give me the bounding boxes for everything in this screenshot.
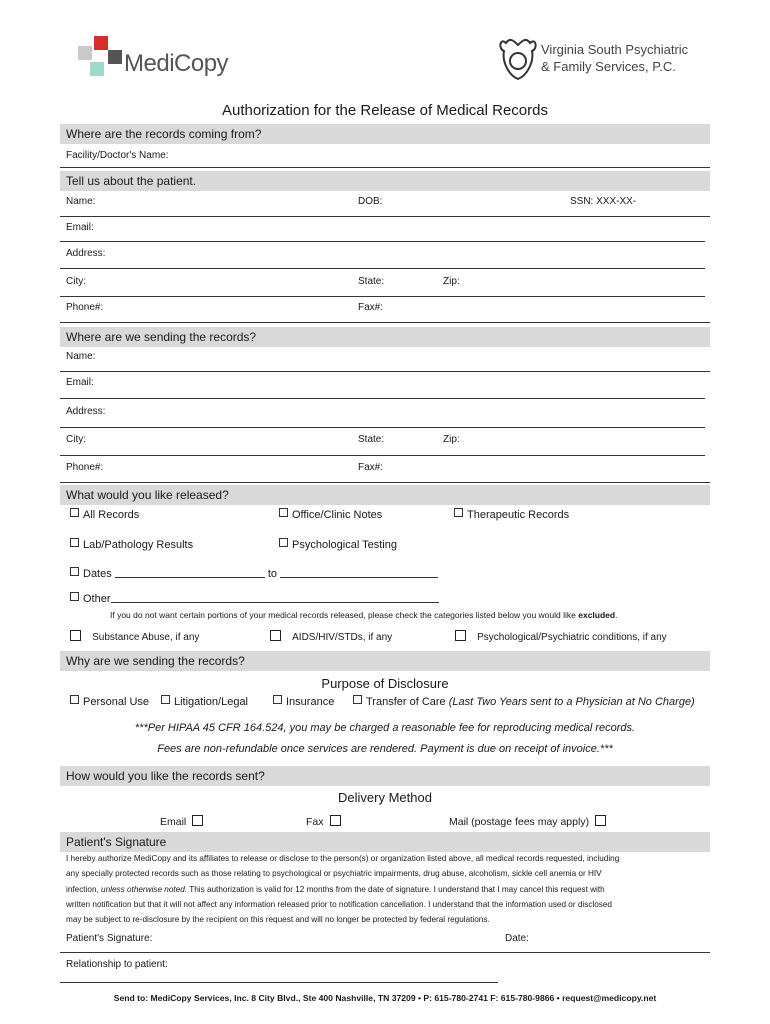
purpose-insurance[interactable]: Insurance (273, 695, 334, 708)
patient-address-label: Address: (66, 248, 106, 259)
recipient-name-field[interactable] (60, 371, 710, 372)
patient-name-label: Name: (66, 196, 96, 207)
footer-contact: Send to: MediCopy Services, Inc. 8 City Blvd., Ste 400 Nashville, TN 37209 • P: 615-780-2741 F: 615-780-9866 • request@medicopy.net (113, 993, 657, 1003)
delivery-fax[interactable]: Fax (306, 815, 341, 828)
date-label: Date: (505, 933, 529, 944)
checkbox-icon (455, 630, 466, 641)
authorization-text-line5: may be subject to re-disclosure by the recipient on this request and will no longer be protected by federal regulations. (66, 915, 490, 924)
facility-field[interactable] (60, 167, 710, 168)
recipient-email-label: Email: (66, 377, 94, 388)
patient-zip-label: Zip: (443, 276, 460, 287)
purpose-litigation[interactable]: Litigation/Legal (161, 695, 248, 708)
section-delivery: How would you like the records sent? (60, 766, 710, 786)
option-all-records[interactable]: All Records (70, 508, 139, 521)
authorization-text-line3: infection, unless otherwise noted. This authorization is valid for 12 months from the date of signature. I understand that I may cancel this request with (66, 885, 605, 894)
recipient-address-field[interactable] (60, 427, 705, 428)
checkbox-icon (273, 695, 282, 704)
purpose-transfer[interactable]: Transfer of Care (Last Two Years sent to a Physician at No Charge) (353, 695, 695, 708)
patient-email-label: Email: (66, 222, 94, 233)
authorization-text-line2: any specially protected records such as those relating to psychological or psychiatric impairments, drug abuse, alcoholism, sickle cell anemia or HIV (66, 869, 602, 878)
form-title: Authorization for the Release of Medical Records (221, 102, 548, 119)
recipient-name-label: Name: (66, 351, 96, 362)
recipient-city-field[interactable] (60, 455, 705, 456)
patient-state-label: State: (358, 276, 385, 287)
partner-name-line2: & Family Services, P.C. (541, 59, 676, 74)
fee-notice-line1: ***Per HIPAA 45 CFR 164.524, you may be charged a reasonable fee for reproducing medical records. (134, 722, 636, 734)
recipient-phone-label: Phone#: (66, 462, 104, 473)
authorization-text-line4: written notification but that it will not affect any information released prior to notification cancellation. I understand that the information used or disclosed (66, 900, 612, 909)
checkbox-icon (279, 508, 288, 517)
checkbox-icon (279, 538, 288, 547)
section-purpose: Why are we sending the records? (60, 651, 710, 671)
option-psych-testing[interactable]: Psychological Testing (279, 538, 397, 551)
checkbox-icon (454, 508, 463, 517)
section-patient: Tell us about the patient. (60, 171, 710, 191)
relationship-label: Relationship to patient: (66, 959, 168, 970)
option-other[interactable]: Other (70, 592, 439, 605)
partner-name-line1: Virginia South Psychiatric (541, 42, 689, 57)
fee-notice-line2: Fees are non-refundable once services are rendered. Payment is due on receipt of invoice.*** (157, 743, 613, 755)
delivery-subtitle: Delivery Method (338, 790, 432, 805)
section-release: What would you like released? (60, 485, 710, 505)
recipient-phone-field[interactable] (60, 482, 710, 483)
partner-logo (498, 35, 538, 83)
patient-city-label: City: (66, 276, 86, 287)
option-therapeutic[interactable]: Therapeutic Records (454, 508, 569, 521)
patient-ssn-label: SSN: XXX-XX- (570, 196, 637, 207)
checkbox-icon (330, 815, 341, 826)
patient-phone-field[interactable] (60, 322, 710, 323)
delivery-email[interactable]: Email (160, 815, 203, 828)
option-lab-results[interactable]: Lab/Pathology Results (70, 538, 193, 551)
facility-label: Facility/Doctor's Name: (66, 150, 169, 161)
exclude-psych-conditions[interactable]: Psychological/Psychiatric conditions, if any (455, 630, 667, 643)
patient-phone-label: Phone#: (66, 302, 104, 313)
recipient-email-field[interactable] (60, 398, 705, 399)
checkbox-icon (70, 508, 79, 517)
medicopy-logo (78, 36, 126, 84)
patient-city-field[interactable] (60, 296, 705, 297)
checkbox-icon (70, 538, 79, 547)
recipient-zip-label: Zip: (443, 434, 460, 445)
checkbox-icon (70, 695, 79, 704)
checkbox-icon (70, 592, 79, 601)
recipient-state-label: State: (358, 434, 385, 445)
checkbox-icon (595, 815, 606, 826)
checkbox-icon (70, 630, 81, 641)
patient-dob-label: DOB: (358, 196, 383, 207)
signature-label: Patient's Signature: (66, 933, 153, 944)
checkbox-icon (270, 630, 281, 641)
option-dates[interactable]: Dates to (70, 567, 438, 580)
section-signature: Patient's Signature (60, 832, 710, 852)
patient-fax-label: Fax#: (358, 302, 384, 313)
exclude-substance[interactable]: Substance Abuse, if any (70, 630, 199, 643)
brand-name: MediCopy (124, 50, 229, 77)
checkbox-icon (161, 695, 170, 704)
section-recipient: Where are we sending the records? (60, 327, 710, 347)
recipient-city-label: City: (66, 434, 86, 445)
patient-name-field[interactable] (60, 216, 710, 217)
exclude-note: If you do not want certain portions of your medical records released, please check the categories listed below you would like excluded. (110, 610, 618, 620)
purpose-subtitle: Purpose of Disclosure (321, 676, 449, 691)
authorization-text-line1: I hereby authorize MediCopy and its affiliates to release or disclose to the person(s) or organization listed above, all medical records requested, including (66, 854, 620, 863)
recipient-address-label: Address: (66, 406, 106, 417)
checkbox-icon (70, 567, 79, 576)
delivery-mail[interactable]: Mail (postage fees may apply) (449, 815, 606, 828)
exclude-aids[interactable]: AIDS/HIV/STDs, if any (270, 630, 392, 643)
checkbox-icon (192, 815, 203, 826)
purpose-personal[interactable]: Personal Use (70, 695, 149, 708)
relationship-field[interactable] (60, 982, 498, 983)
signature-field[interactable] (60, 952, 710, 953)
section-records-from: Where are the records coming from? (60, 124, 710, 144)
checkbox-icon (353, 695, 362, 704)
patient-email-field[interactable] (60, 241, 705, 242)
recipient-fax-label: Fax#: (358, 462, 384, 473)
option-office-notes[interactable]: Office/Clinic Notes (279, 508, 382, 521)
patient-address-field[interactable] (60, 268, 705, 269)
